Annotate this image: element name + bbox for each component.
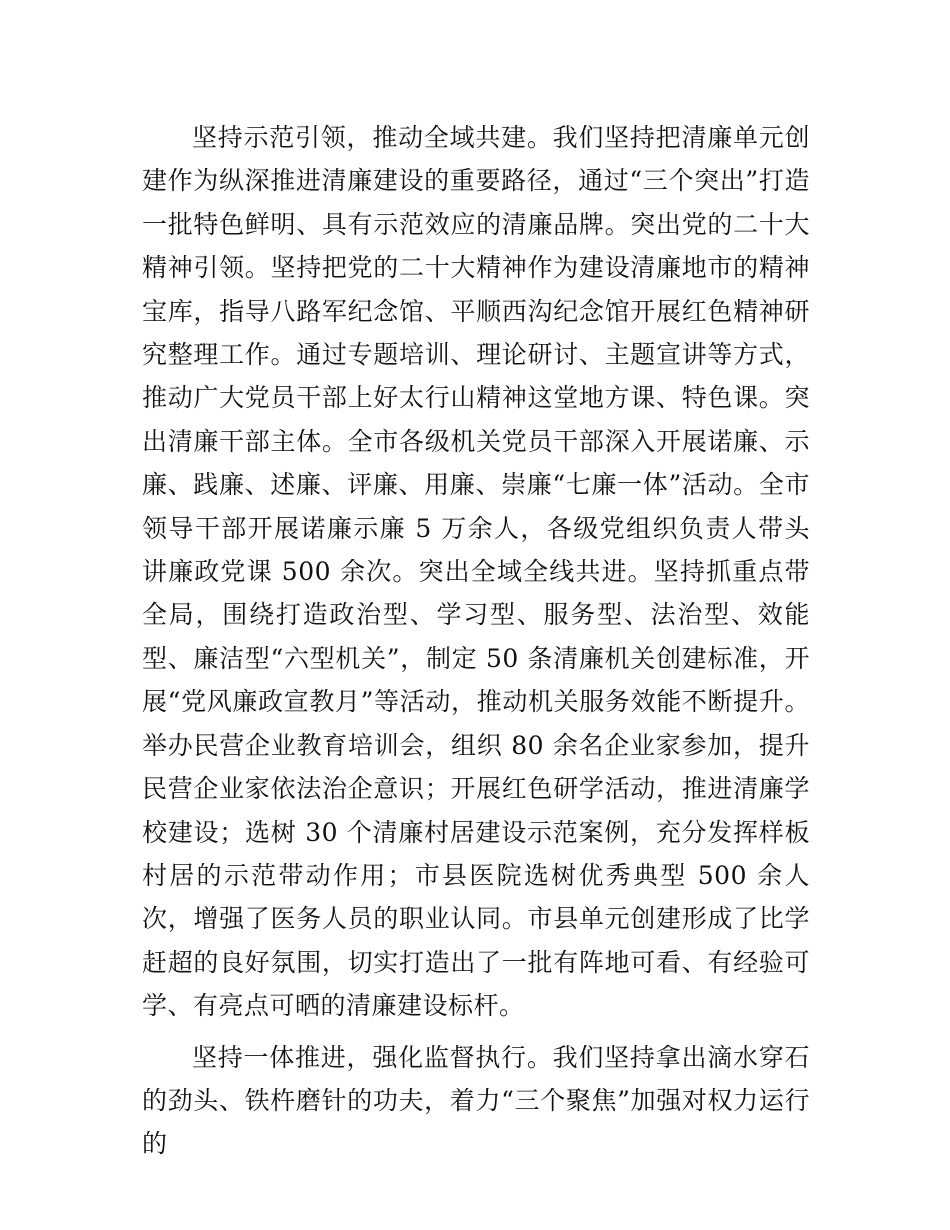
paragraph-1: 坚持示范引领，推动全域共建。我们坚持把清廉单元创建作为纵深推进清廉建设的重要路径，通过“三个突出”打造一批特色鲜明、具有示范效应的清廉品牌。突出党的二十大精神引领。坚持把党的二十大精神作为建设清廉地市的精神宝库，指导八路军纪念馆、平顺西沟纪念馆开展红色精神研究整理工作。通过专题培训、理论研讨、主题宣讲等方式，推动广大党员干部上好太行山精神这堂地方课、特色课。突出清廉干部主体。全市各级机关党员干部深入开展诺廉、示廉、践廉、述廉、评廉、用廉、崇廉“七廉一体”活动。全市领导干部开展诺廉示廉 5 万余人，各级党组织负责人带头讲廉政党课 500 余次。突出全域全线共进。坚持抓重点带全局，围绕打造政治型、学习型、服务型、法治型、效能型、廉洁型“六型机关”，制定 50 条清廉机关创建标准，开展“党风廉政宣教月”等活动，推动机关服务效能不断提升。举办民营企业教育培训会，组织 80 余名企业家参加，提升民营企业家依法治企意识；开展红色研学活动，推进清廉学校建设；选树 30 个清廉村居建设示范案例，充分发挥样板村居的示范带动作用；市县医院选树优秀典型 500 余人次，增强了医务人员的职业认同。市县单元创建形成了比学赶超的良好氛围，切实打造出了一批有阵地可看、有经验可学、有亮点可晒的清廉建设标杆。 bbox=[142, 123, 810, 1021]
document-body bbox=[142, 116, 810, 1174]
paragraph-2: 坚持一体推进，强化监督执行。我们坚持拿出滴水穿石的劲头、铁杵磨针的功夫，着力“三个聚焦”加强对权力运行的 bbox=[142, 1042, 810, 1159]
